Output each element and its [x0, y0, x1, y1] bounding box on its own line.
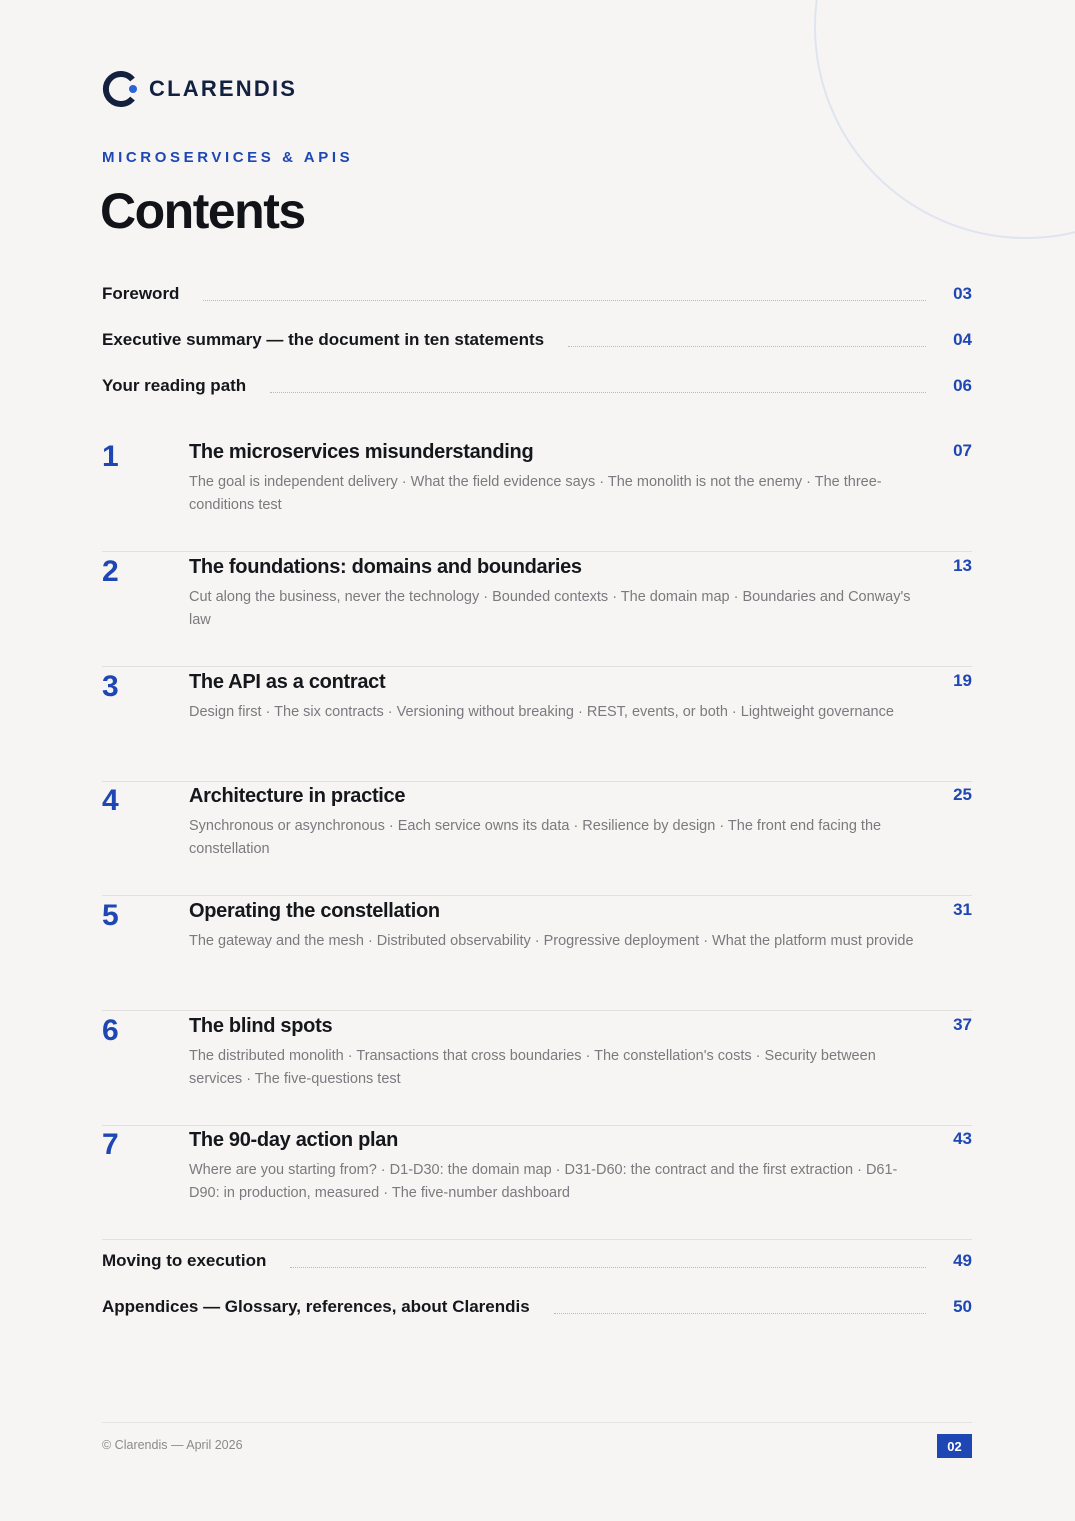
chapter-number: 3 — [102, 670, 119, 703]
chapter-title: The blind spots — [189, 1015, 333, 1037]
brand-name: CLARENDIS — [149, 76, 298, 101]
page-title: Contents — [100, 183, 305, 239]
dot-leader — [554, 1313, 926, 1314]
toc-entry-page: 06 — [953, 376, 972, 395]
chapter-title: Architecture in practice — [189, 785, 406, 807]
toc-entry-page: 03 — [953, 284, 972, 303]
toc-entry-reading-path[interactable] — [102, 371, 972, 401]
toc-chapter-3[interactable] — [102, 667, 972, 782]
toc-entry-page: 49 — [953, 1251, 972, 1270]
chapter-page: 07 — [953, 441, 972, 460]
chapter-title: The foundations: domains and boundaries — [189, 556, 582, 578]
toc-entry-page: 50 — [953, 1297, 972, 1316]
toc-chapter-2[interactable] — [102, 552, 972, 667]
decorative-circle — [814, 0, 1075, 239]
chapter-title: The API as a contract — [189, 671, 386, 693]
toc-entry-label: Moving to execution — [102, 1251, 267, 1270]
chapter-page: 13 — [953, 556, 972, 575]
toc-chapter-1[interactable] — [102, 437, 972, 552]
chapter-description: Design first · The six contracts · Versioning without breaking · REST, events, or both · Lightweight governance — [189, 704, 894, 720]
footer-copyright: © Clarendis — April 2026 — [102, 1438, 243, 1452]
toc-chapter-6[interactable] — [102, 1011, 972, 1126]
dot-leader — [568, 346, 926, 347]
chapter-description: Synchronous or asynchronous · Each service owns its data · Resilience by design · The front end facing the constellation — [189, 818, 882, 857]
footer-page-number: 02 — [937, 1434, 972, 1458]
chapter-page: 19 — [953, 671, 972, 690]
clarendis-logo-icon — [102, 70, 140, 108]
toc-entry-executive-summary[interactable] — [102, 325, 972, 355]
toc-entry-label: Foreword — [102, 284, 180, 303]
chapter-page: 43 — [953, 1129, 972, 1148]
section-eyebrow: MICROSERVICES & APIS — [102, 149, 354, 166]
chapter-number: 2 — [102, 555, 119, 588]
chapter-description: The goal is independent delivery · What the field evidence says · The monolith is not the enemy · The three-conditions test — [189, 474, 882, 513]
chapter-page: 31 — [953, 900, 972, 919]
chapter-title: The 90-day action plan — [189, 1129, 399, 1151]
chapter-number: 7 — [102, 1128, 119, 1161]
toc-entry-label: Your reading path — [102, 376, 247, 395]
toc-entry-label: Executive summary — the document in ten statements — [102, 330, 545, 349]
dot-leader — [270, 392, 926, 393]
dot-leader — [290, 1267, 926, 1268]
chapter-number: 4 — [102, 784, 119, 817]
chapter-number: 5 — [102, 899, 119, 932]
toc-entry-foreword[interactable] — [102, 279, 972, 309]
chapter-page: 25 — [953, 785, 972, 804]
toc-chapter-7[interactable] — [102, 1125, 972, 1240]
toc-chapter-4[interactable] — [102, 781, 972, 896]
toc-entry-label: Appendices — Glossary, references, about Clarendis — [102, 1297, 530, 1316]
chapter-description: Where are you starting from? · D1-D30: the domain map · D31-D60: the contract and the first extraction · D61-D90: in production, measured · The five-number dashboard — [189, 1162, 898, 1201]
chapter-description: The gateway and the mesh · Distributed observability · Progressive deployment · What the platform must provide — [189, 933, 914, 949]
chapter-number: 6 — [102, 1014, 119, 1047]
chapter-page: 37 — [953, 1015, 972, 1034]
toc-entry-appendices[interactable] — [102, 1292, 972, 1322]
dot-leader — [203, 300, 926, 301]
chapter-title: Operating the constellation — [189, 900, 440, 922]
chapter-title: The microservices misunderstanding — [189, 441, 534, 463]
chapter-description: Cut along the business, never the technology · Bounded contexts · The domain map · Boundaries and Conway's law — [189, 589, 911, 628]
footer-divider — [102, 1422, 972, 1423]
toc-entry-moving-to-execution[interactable] — [102, 1246, 972, 1276]
brand-logo — [102, 70, 297, 108]
chapter-description: The distributed monolith · Transactions that cross boundaries · The constellation's costs · Security between services · The five-questions test — [189, 1048, 876, 1087]
chapter-number: 1 — [102, 440, 119, 473]
toc-entry-page: 04 — [953, 330, 972, 349]
toc-chapter-5[interactable] — [102, 896, 972, 1011]
